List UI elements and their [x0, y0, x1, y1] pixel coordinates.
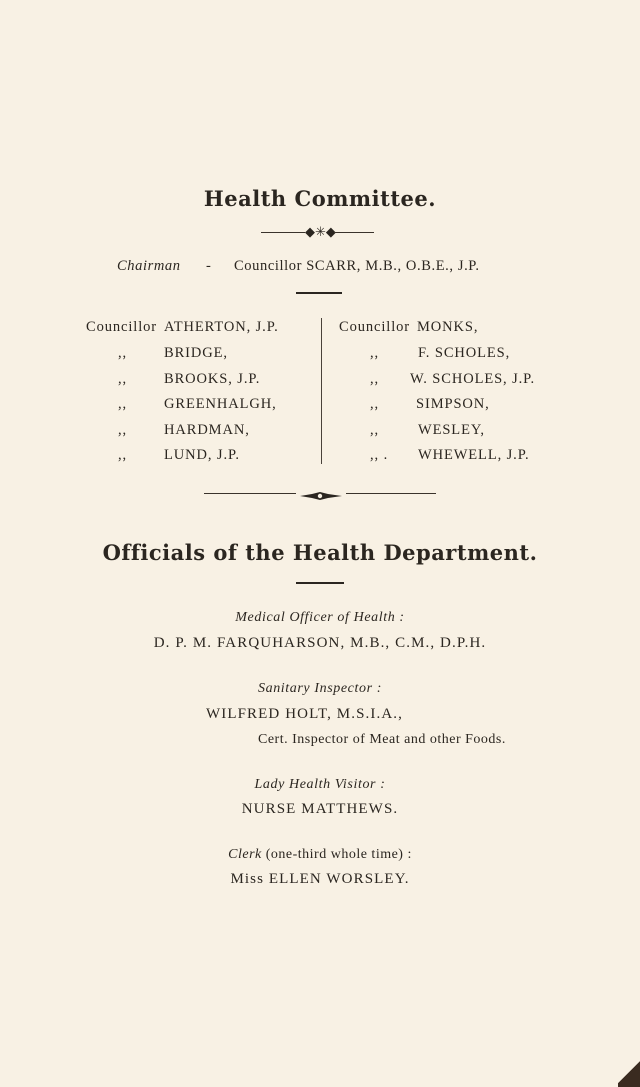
left-name-3: GREENHALGH, [164, 396, 277, 412]
right-prefix-1: ,, [370, 345, 380, 361]
left-name-0: ATHERTON, J.P. [164, 319, 279, 335]
clerk-name: Miss ELLEN WORSLEY. [230, 871, 410, 887]
chairman-label: Chairman [117, 258, 181, 274]
left-prefix-1: ,, [118, 345, 128, 361]
ornament-left-rule [261, 232, 305, 233]
ornament-star-icon: ◆✳◆ [305, 224, 336, 239]
right-name-2: W. SCHOLES, J.P. [410, 371, 536, 387]
right-name-4: WESLEY, [418, 422, 485, 438]
right-name-5: WHEWELL, J.P. [418, 447, 530, 463]
medical-officer-name: D. P. M. FARQUHARSON, M.B., C.M., D.P.H. [153, 635, 487, 651]
right-prefix-3: ,, [370, 396, 380, 412]
section-divider-right [346, 493, 436, 494]
left-name-2: BROOKS, J.P. [164, 371, 261, 387]
sanitary-inspector-note: Cert. Inspector of Meat and other Foods. [258, 732, 506, 747]
right-prefix-5: ,, . [370, 447, 389, 463]
left-prefix-4: ,, [118, 422, 128, 438]
left-prefix-2: ,, [118, 371, 128, 387]
right-prefix-0: Councillor [339, 319, 411, 335]
right-name-0: MONKS, [417, 319, 479, 335]
column-divider [321, 318, 322, 464]
left-name-5: LUND, J.P. [164, 447, 240, 463]
left-prefix-3: ,, [118, 396, 128, 412]
clerk-label [0, 847, 640, 863]
officials-title: Officials of the Health Department. [102, 540, 538, 565]
right-name-1: F. SCHOLES, [418, 345, 511, 361]
section-divider-ornament-icon [298, 488, 344, 498]
left-name-1: BRIDGE, [164, 345, 228, 361]
right-prefix-2: ,, [370, 371, 380, 387]
page-corner-tab [618, 1051, 640, 1087]
clerk-label-italic: Clerk [228, 847, 262, 862]
chairman-name: Councillor SCARR, M.B., O.B.E., J.P. [234, 258, 480, 274]
right-prefix-4: ,, [370, 422, 380, 438]
left-name-4: HARDMAN, [164, 422, 250, 438]
left-prefix-0: Councillor [86, 319, 158, 335]
officials-divider [296, 582, 344, 584]
left-prefix-5: ,, [118, 447, 128, 463]
committee-title: Health Committee. [203, 186, 437, 211]
sanitary-inspector-label: Sanitary Inspector : [258, 681, 382, 696]
clerk-label-rest: (one-third whole time) : [265, 847, 412, 862]
chairman-dash: - [206, 258, 212, 274]
chairman-divider [296, 292, 342, 294]
medical-officer-label: Medical Officer of Health : [235, 610, 405, 625]
lady-visitor-label: Lady Health Visitor : [254, 777, 386, 792]
section-divider-left [204, 493, 296, 494]
lady-visitor-name: NURSE MATTHEWS. [241, 801, 399, 817]
ornament-right-rule [334, 232, 374, 233]
sanitary-inspector-name: WILFRED HOLT, M.S.I.A., [206, 706, 403, 722]
right-name-3: SIMPSON, [416, 396, 490, 412]
